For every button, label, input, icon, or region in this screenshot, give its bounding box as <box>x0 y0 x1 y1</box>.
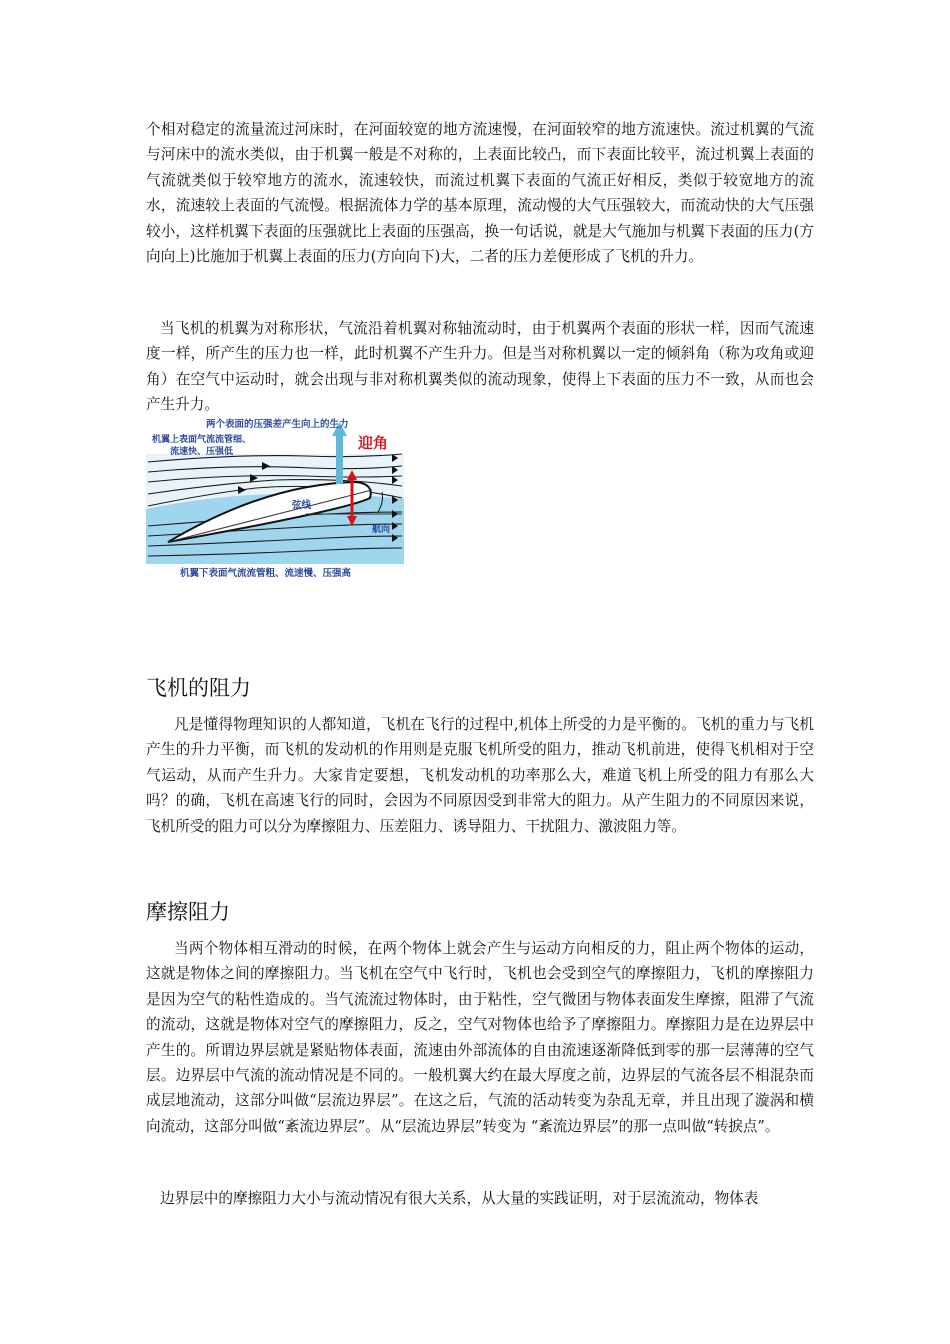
paragraph-friction-drag: 当两个物体相互滑动的时候，在两个物体上就会产生与运动方向相反的力，阻止两个物体的运动，这就是物体之间的摩擦阻力。当飞机在空气中飞行时，飞机也会受到空气的摩擦阻力，飞机的摩擦阻力是因为空气的粘性造成的。当气流流过物体时，由于粘性，空气微团与物体表面发生摩擦，阻滞了气流的流动，这就是物体对空气的摩擦阻力，反之，空气对物体也给予了摩擦阻力。摩擦阻力是在边界层中产生的。所谓边界层就是紧贴物体表面，流速由外部流体的自由流速逐渐降低到零的那一层薄薄的空气层。边界层中气流的流动情况是不同的。一般机翼大约在最大厚度之前，边界层的气流各层不相混杂而成层地流动，这部分叫做“层流边界层”。在这之后，气流的活动转变为杂乱无章，并且出现了漩涡和横向流动，这部分叫做“紊流边界层”。从“层流边界层”转变为 “紊流边界层”的那一点叫做“转捩点”。 <box>146 940 814 1135</box>
figure-heading-label: 航向 <box>372 525 391 535</box>
paragraph-lift-explanation: 个相对稳定的流量流过河床时，在河面较宽的地方流速慢，在河面较窄的地方流速快。流过机翼的气流与河床中的流水类似，由于机翼一般是不对称的，上表面比较凸，而下表面比较平，流过机翼上表面的气流就类似于较窄地方的流水，流速较快，而流过机翼下表面的气流正好相反，类似于较宽地方的流水，流速较上表面的气流慢。根据流体力学的基本原理，流动慢的大气压强较大，而流动快的大气压强较小，这样机翼下表面的压强就比上表面的压强高，换一句话说，就是大气施加与机翼下表面的压力(方向向上)比施加于机翼上表面的压力(方向向下)大，二者的压力差便形成了飞机的升力。 <box>146 121 814 266</box>
figure-top-caption: 两个表面的压强差产生向上的生力 <box>206 419 349 430</box>
airfoil-diagram <box>146 414 404 582</box>
heading-aircraft-drag: 飞机的阻力 <box>146 676 251 700</box>
figure-bottom-caption: 机翼下表面气流流管粗、流速慢、压强高 <box>180 568 352 579</box>
figure-chord-label: 弦线 <box>292 500 312 511</box>
lift-arrow-shaft <box>336 434 343 484</box>
paragraph-drag-intro: 凡是懂得物理知识的人都知道，飞机在飞行的过程中,机体上所受的力是平衡的。飞机的重力与飞机产生的升力平衡，而飞机的发动机的作用则是克服飞机所受的阻力，推动飞机前进，使得飞机相对于空气运动，从而产生升力。大家肯定要想，飞机发动机的功率那么大，难道飞机上所受的阻力有那么大吗？的确，飞机在高速飞行的同时，会因为不同原因受到非常大的阻力。从产生阻力的不同原因来说，飞机所受的阻力可以分为摩擦阻力、压差阻力、诱导阻力、干扰阻力、激波阻力等。 <box>146 716 814 835</box>
figure-upper-label-2: 流速快、压强低 <box>170 447 234 457</box>
figure-upper-label-1: 机翼上表面气流流管细、 <box>152 435 252 445</box>
paragraph-symmetric-wing: 当飞机的机翼为对称形状，气流沿着机翼对称轴流动时，由于机翼两个表面的形状一样，因而气流速度一样，所产生的压力也一样，此时机翼不产生升力。但是当对称机翼以一定的倾斜角（称为攻角或迎角）在空气中运动时，就会出现与非对称机翼类似的流动现象，使得上下表面的压力不一致，从而也会产生升力。 <box>146 320 814 414</box>
airfoil-figure <box>146 414 404 582</box>
heading-friction-drag: 摩擦阻力 <box>146 900 230 924</box>
paragraph-boundary-layer: 边界层中的摩擦阻力大小与流动情况有很大关系，从大量的实践证明，对于层流流动，物体表 <box>160 1190 759 1207</box>
figure-angle-label: 迎角 <box>358 434 389 452</box>
